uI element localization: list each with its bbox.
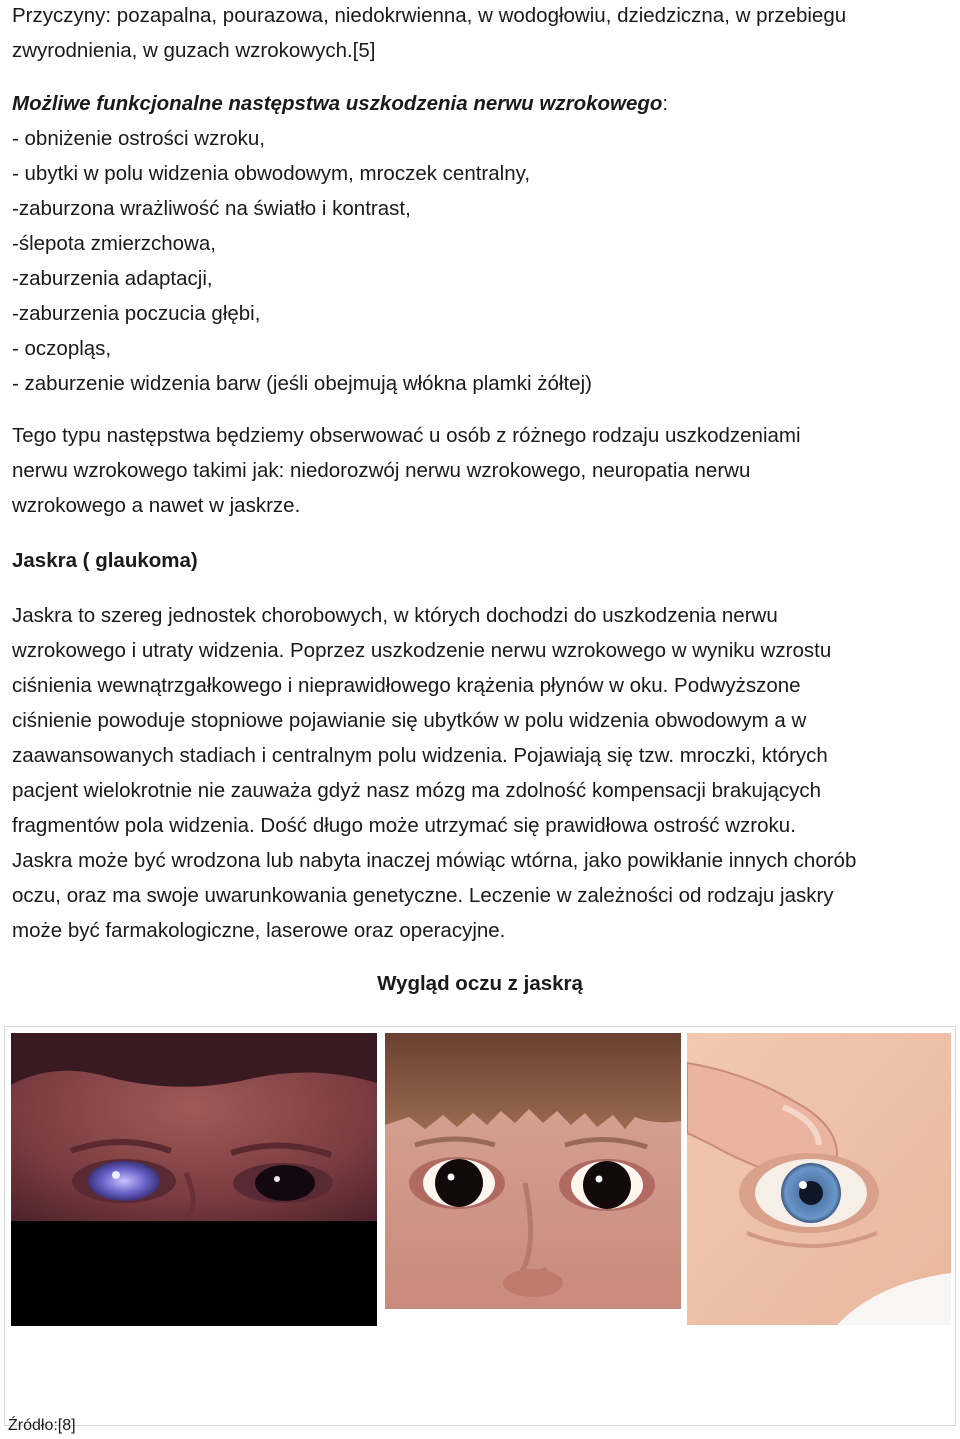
photo-child-cloudy-eye-image bbox=[11, 1033, 377, 1421]
figure-caption: Wygląd oczu z jaskrą bbox=[377, 972, 583, 995]
intro-line: Przyczyny: pozapalna, pourazowa, niedokrwienna, w wodogłowiu, dziedziczna, w przebiegu bbox=[12, 4, 847, 27]
paragraph-line: fragmentów pola widzenia. Dość długo może utrzymać się prawidłowa ostrość wzroku. bbox=[12, 814, 796, 837]
paragraph-line: ciśnienia wewnątrzgałkowego i nieprawidłowego krążenia płynów w oku. Podwyższone bbox=[12, 674, 801, 697]
photo-child-cloudy-eye bbox=[11, 1033, 377, 1421]
photo-finger-lifting-eyelid bbox=[687, 1033, 951, 1325]
paragraph-line: nerwu wzrokowego takimi jak: niedorozwój nerwu wzrokowego, neuropatia nerwu bbox=[12, 459, 751, 482]
intro-line: zwyrodnienia, w guzach wzrokowych.[5] bbox=[12, 39, 376, 62]
list-item: - obniżenie ostrości wzroku, bbox=[12, 127, 265, 150]
consequences-list bbox=[12, 121, 592, 401]
photo-child-large-eyes bbox=[385, 1033, 681, 1309]
figure-source: Źródło:[8] bbox=[8, 1417, 76, 1434]
paragraph-line: ciśnienie powoduje stopniowe pojawianie się ubytków w polu widzenia obwodowym a w bbox=[12, 709, 807, 732]
photo-finger-lifting-eyelid-image bbox=[687, 1033, 951, 1325]
paragraph-line: zaawansowanych stadiach i centralnym polu widzenia. Pojawiają się tzw. mroczki, których bbox=[12, 744, 828, 767]
intro-text bbox=[12, 0, 846, 68]
list-item: -zaburzona wrażliwość na światło i kontrast, bbox=[12, 197, 411, 220]
paragraph-line: Tego typu następstwa będziemy obserwować u osób z różnego rodzaju uszkodzeniami bbox=[12, 424, 801, 447]
list-item: -zaburzenia poczucia głębi, bbox=[12, 302, 261, 325]
consequences-heading-colon: : bbox=[662, 92, 669, 115]
list-item: -zaburzenia adaptacji, bbox=[12, 267, 213, 290]
paragraph-line: wzrokowego i utraty widzenia. Poprzez uszkodzenie nerwu wzrokowego w wyniku wzrostu bbox=[12, 639, 832, 662]
consequences-heading-text: Możliwe funkcjonalne następstwa uszkodzenia nerwu wzrokowego bbox=[12, 92, 663, 115]
glaucoma-paragraph bbox=[12, 598, 856, 948]
paragraph-line: Jaskra to szereg jednostek chorobowych, w których dochodzi do uszkodzenia nerwu bbox=[12, 604, 778, 627]
paragraph-consequences-context bbox=[12, 418, 801, 523]
glaucoma-heading: Jaskra ( glaukoma) bbox=[12, 549, 198, 572]
paragraph-line: pacjent wielokrotnie nie zauważa gdyż nasz mózg ma zdolność kompensacji brakujących bbox=[12, 779, 822, 802]
list-item: - ubytki w polu widzenia obwodowym, mroczek centralny, bbox=[12, 162, 531, 185]
paragraph-line: wzrokowego a nawet w jaskrze. bbox=[12, 494, 301, 517]
paragraph-line: może być farmakologiczne, laserowe oraz operacyjne. bbox=[12, 919, 506, 942]
photo-child-large-eyes-image bbox=[385, 1033, 681, 1309]
paragraph-line: Jaskra może być wrodzona lub nabyta inaczej mówiąc wtórna, jako powikłanie innych chorób bbox=[12, 849, 857, 872]
list-item: -ślepota zmierzchowa, bbox=[12, 232, 216, 255]
glaucoma-photo-panel bbox=[4, 1026, 956, 1426]
list-item: - zaburzenie widzenia barw (jeśli obejmują włókna plamki żółtej) bbox=[12, 372, 592, 395]
consequences-heading bbox=[12, 86, 668, 121]
paragraph-line: oczu, oraz ma swoje uwarunkowania genetyczne. Leczenie w zależności od rodzaju jaskry bbox=[12, 884, 834, 907]
list-item: - oczopląs, bbox=[12, 337, 112, 360]
